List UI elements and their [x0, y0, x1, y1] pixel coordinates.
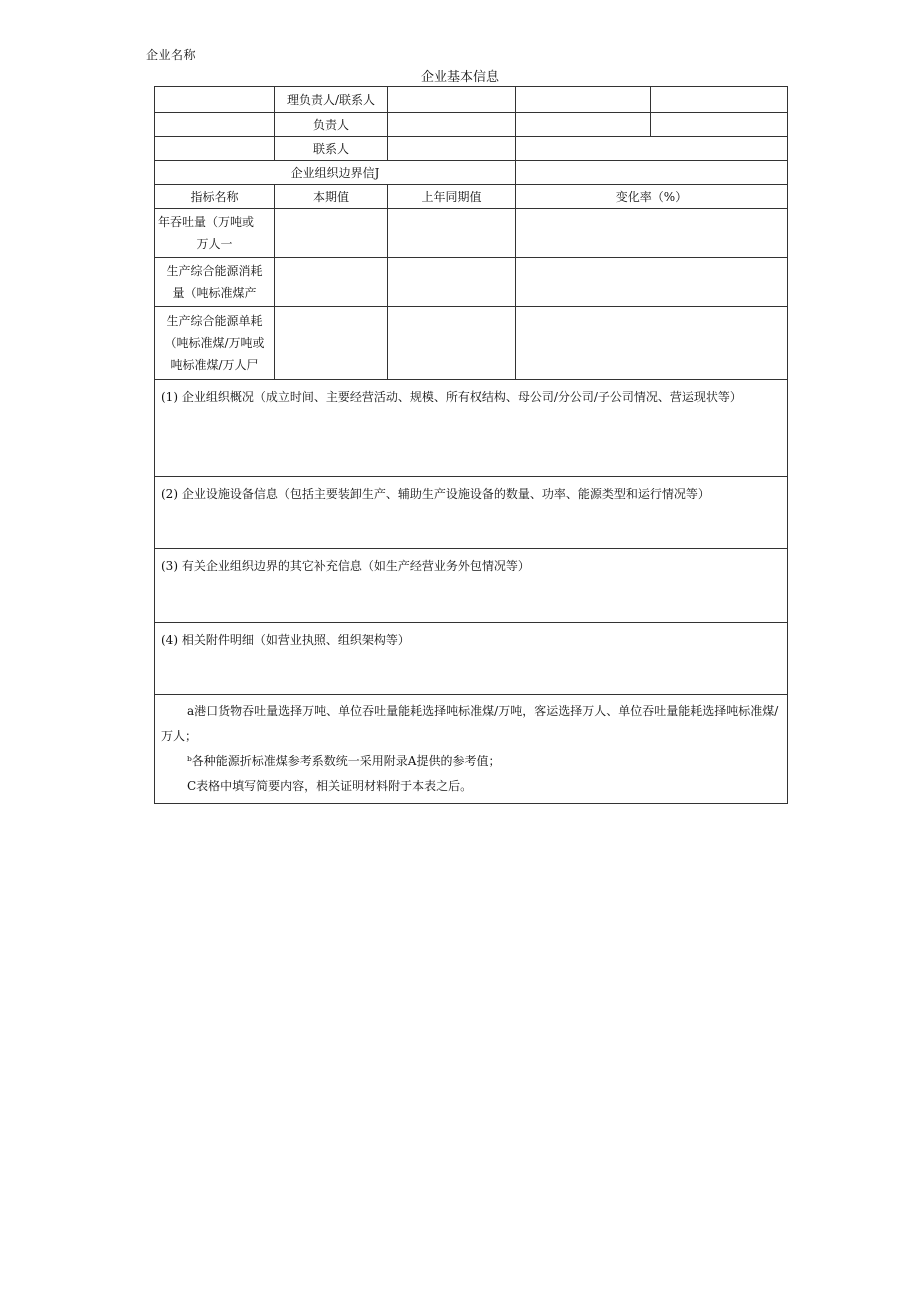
section-row	[155, 477, 788, 549]
change-rate-cell[interactable]	[516, 209, 788, 258]
value-cell[interactable]	[516, 113, 651, 137]
section-row	[155, 623, 788, 695]
section-label: (3) 有关企业组织边界的其它补充信息（如生产经营业务外包情况等）	[161, 559, 530, 573]
contact-label: 联系人	[275, 137, 388, 161]
name-cell[interactable]	[155, 87, 275, 113]
header-indicator-name: 指标名称	[155, 185, 275, 209]
form-title: 企业基本信息	[420, 70, 499, 85]
name-cell[interactable]	[155, 137, 275, 161]
indicator-row	[155, 209, 788, 258]
note-a: a港口货物吞吐量选择万吨、单位吞吐量能耗选择吨标准煤/万吨，客运选择万人、单位吞吐量能耗选择吨标准煤/万人；	[161, 704, 779, 743]
current-value-cell[interactable]	[275, 209, 388, 258]
indicator-name-line: （吨标准煤/万吨或	[164, 336, 265, 350]
contact-row	[155, 137, 788, 161]
value-cell[interactable]	[388, 113, 516, 137]
note-c: C表格中填写简要内容，相关证明材料附于本表之后。	[187, 779, 473, 793]
boundary-row	[155, 161, 788, 185]
last-year-value-cell[interactable]	[388, 258, 516, 307]
indicator-name-line: 量（吨标准煤产	[172, 286, 257, 300]
value-cell[interactable]	[516, 137, 788, 161]
contact-row	[155, 87, 788, 113]
boundary-label: 企业组织边界信J	[155, 161, 516, 185]
indicator-name-line: 年吞吐量（万吨或	[158, 215, 255, 229]
indicator-name-line: 吨标准煤/万人尸	[170, 358, 259, 372]
note-b: ᵇ各种能源折标准煤参考系数统一采用附录A提供的参考值；	[187, 754, 501, 768]
indicator-name	[155, 258, 275, 307]
section-row	[155, 549, 788, 623]
company-name-label: 企业名称	[146, 48, 197, 62]
notes-cell	[155, 695, 788, 804]
section-row	[155, 380, 788, 477]
indicator-name	[155, 209, 275, 258]
notes-row	[155, 695, 788, 804]
section-boundary-supplement[interactable]	[155, 549, 788, 623]
value-cell[interactable]	[388, 137, 516, 161]
indicator-row	[155, 258, 788, 307]
current-value-cell[interactable]	[275, 307, 388, 380]
value-cell[interactable]	[516, 161, 788, 185]
section-label: (2) 企业设施设备信息（包括主要装卸生产、辅助生产设施设备的数量、功率、能源类型和运行情况等）	[161, 487, 710, 501]
header-change-rate: 变化率（%）	[516, 185, 788, 209]
value-cell[interactable]	[516, 87, 651, 113]
section-organization-overview[interactable]	[155, 380, 788, 477]
change-rate-cell[interactable]	[516, 307, 788, 380]
section-facility-info[interactable]	[155, 477, 788, 549]
last-year-value-cell[interactable]	[388, 209, 516, 258]
change-rate-cell[interactable]	[516, 258, 788, 307]
value-cell[interactable]	[651, 87, 788, 113]
value-cell[interactable]	[388, 87, 516, 113]
enterprise-info-table	[154, 86, 788, 804]
name-cell[interactable]	[155, 113, 275, 137]
value-cell[interactable]	[651, 113, 788, 137]
header-current-value: 本期值	[275, 185, 388, 209]
contact-label: 理负责人/联系人	[275, 87, 388, 113]
indicator-name-line: 万人一	[196, 237, 233, 251]
current-value-cell[interactable]	[275, 258, 388, 307]
indicator-name	[155, 307, 275, 380]
indicator-row	[155, 307, 788, 380]
indicator-header-row	[155, 185, 788, 209]
section-attachments[interactable]	[155, 623, 788, 695]
header-last-year-value: 上年同期值	[388, 185, 516, 209]
indicator-name-line: 生产综合能源消耗	[166, 264, 263, 278]
section-label: (1) 企业组织概况（成立时间、主要经营活动、规模、所有权结构、母公司/分公司/子公司情况、营运现状等）	[161, 390, 742, 404]
indicator-name-line: 生产综合能源单耗	[166, 314, 263, 328]
last-year-value-cell[interactable]	[388, 307, 516, 380]
section-label: (4) 相关附件明细（如营业执照、组织架构等）	[161, 633, 410, 647]
contact-row	[155, 113, 788, 137]
contact-label: 负责人	[275, 113, 388, 137]
